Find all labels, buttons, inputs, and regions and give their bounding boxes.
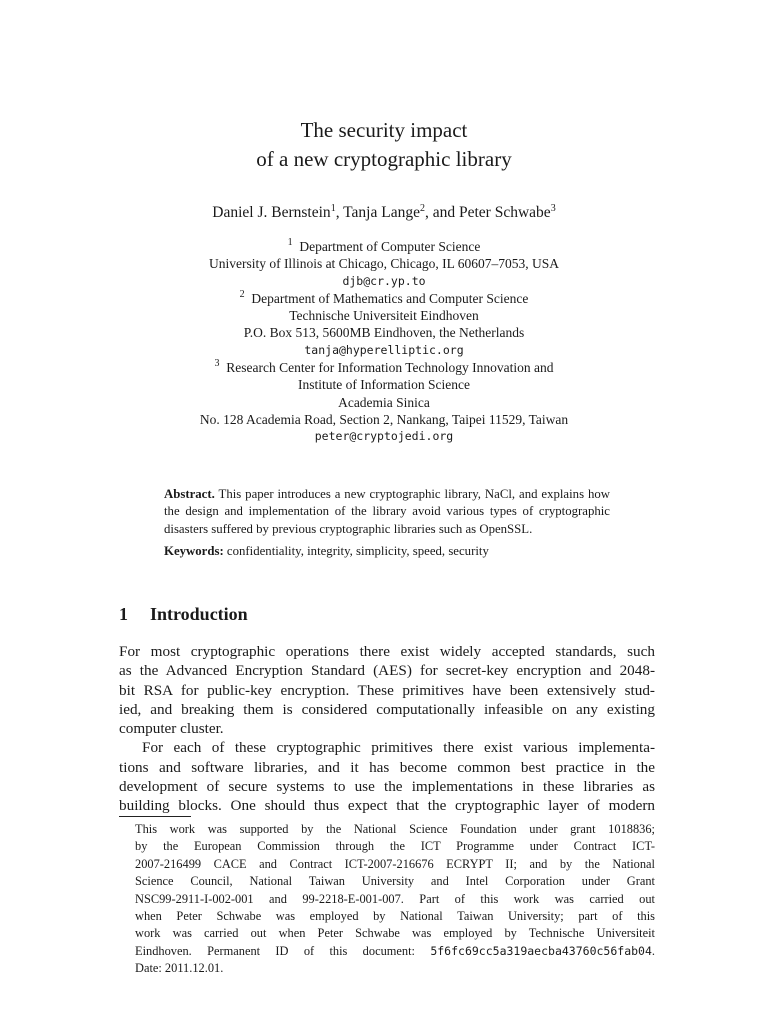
abstract bbox=[164, 486, 610, 561]
body-text bbox=[119, 642, 655, 816]
affiliation-line: Academia Sinica bbox=[338, 394, 430, 410]
body-line: development of secure systems to use the implementations in these libraries as bbox=[119, 778, 655, 796]
footnote-line: Science Council, National Taiwan University and Intel Corporation under Grant bbox=[135, 874, 655, 889]
keywords-label: Keywords: bbox=[164, 544, 224, 559]
permid-suffix: . bbox=[651, 943, 655, 958]
author-affil-mark: 2 bbox=[419, 203, 425, 214]
permid-prefix: Eindhoven. Permanent ID of this document: bbox=[135, 943, 431, 958]
abstract-text: This paper introduces a new cryptographic library, NaCl, and explains how the design and implementation of the library avoid various types of cryptographic disasters suffered by previous cryptographic libraries such as OpenSSL. bbox=[164, 487, 610, 536]
affiliation-line bbox=[0, 290, 768, 307]
section-number: 1 bbox=[119, 604, 128, 624]
body-line: building blocks. One should thus expect that the cryptographic layer of modern bbox=[119, 797, 655, 815]
body-line: bit RSA for public-key encryption. These primitives have been extensively stud- bbox=[119, 681, 655, 699]
author-name: Daniel J. Bernstein bbox=[212, 204, 331, 221]
footnote-rule bbox=[119, 816, 191, 817]
keywords-text: confidentiality, integrity, simplicity, speed, security bbox=[226, 544, 489, 559]
author-email[interactable]: tanja@hyperelliptic.org bbox=[304, 342, 464, 357]
footnote-line bbox=[135, 943, 655, 960]
body-line: For most cryptographic operations there exist widely accepted standards, such bbox=[119, 643, 655, 660]
paper-title bbox=[0, 116, 768, 174]
body-line: ied, and breaking them is considered computationally infeasible on any existing bbox=[119, 700, 655, 718]
affiliation-line: P.O. Box 513, 5600MB Eindhoven, the Netherlands bbox=[243, 325, 525, 341]
footnote-line: when Peter Schwabe was employed by National Taiwan University; part of this bbox=[135, 908, 655, 923]
body-line: as the Advanced Encryption Standard (AES) for secret-key encryption and 2048- bbox=[119, 662, 655, 680]
abstract-paragraph bbox=[164, 486, 610, 538]
affiliation-mark: 1 bbox=[287, 237, 293, 248]
title-line-1: The security impact bbox=[300, 118, 468, 142]
affiliations bbox=[0, 238, 768, 446]
author-list bbox=[0, 204, 768, 222]
affiliation-line bbox=[0, 359, 768, 376]
footnote-line: 2007-216499 CACE and Contract ICT-2007-216676 ECRYPT II; and by the National bbox=[135, 856, 655, 871]
author-email[interactable]: peter@cryptojedi.org bbox=[314, 429, 454, 444]
document-id: 5f6fc69cc5a319aecba43760c56fab04 bbox=[430, 943, 652, 958]
affiliation-mark: 2 bbox=[239, 288, 245, 300]
footnote bbox=[135, 821, 655, 978]
affiliation-text: Department of Mathematics and Computer Science bbox=[251, 290, 529, 306]
author-name: Peter Schwabe bbox=[459, 204, 551, 221]
footnote-line: by the European Commission through the ICT Programme under Contract ICT- bbox=[135, 839, 655, 854]
section-title: Introduction bbox=[150, 604, 248, 624]
affiliation-line: Institute of Information Science bbox=[297, 377, 471, 393]
author-name: Tanja Lange bbox=[343, 204, 420, 221]
section-heading bbox=[119, 604, 248, 625]
affiliation-line bbox=[0, 238, 768, 255]
author-separator: , and bbox=[424, 204, 459, 221]
body-line: computer cluster. bbox=[119, 720, 224, 738]
keywords bbox=[164, 543, 610, 560]
abstract-label: Abstract. bbox=[164, 487, 215, 501]
footnote-line: work was carried out when Peter Schwabe was employed by Technische Universiteit bbox=[135, 926, 655, 941]
document-date: Date: 2011.12.01. bbox=[135, 961, 224, 976]
author-separator: , bbox=[335, 204, 344, 221]
body-line: tions and software libraries, and it has become common best practice in the bbox=[119, 758, 655, 776]
footnote-line: This work was supported by the National Science Foundation under grant 1018836; bbox=[135, 822, 655, 836]
affiliation-text: Department of Computer Science bbox=[299, 239, 481, 254]
author-affil-mark: 3 bbox=[550, 203, 556, 214]
author-affil-mark: 1 bbox=[330, 203, 336, 214]
footnote-line: NSC99-2911-I-002-001 and 99-2218-E-001-007. Part of this work was carried out bbox=[135, 891, 655, 906]
affiliation-line: University of Illinois at Chicago, Chicago, IL 60607–7053, USA bbox=[208, 256, 560, 272]
title-line-2: of a new cryptographic library bbox=[256, 147, 512, 171]
affiliation-text: Research Center for Information Technology Innovation and bbox=[226, 360, 554, 376]
affiliation-mark: 3 bbox=[214, 358, 220, 370]
affiliation-line: Technische Universiteit Eindhoven bbox=[289, 308, 479, 324]
body-line: For each of these cryptographic primitives there exist various implementa- bbox=[142, 739, 655, 757]
author-email[interactable]: djb@cr.yp.to bbox=[342, 273, 426, 288]
affiliation-line: No. 128 Academia Road, Section 2, Nankang, Taipei 11529, Taiwan bbox=[199, 411, 569, 427]
